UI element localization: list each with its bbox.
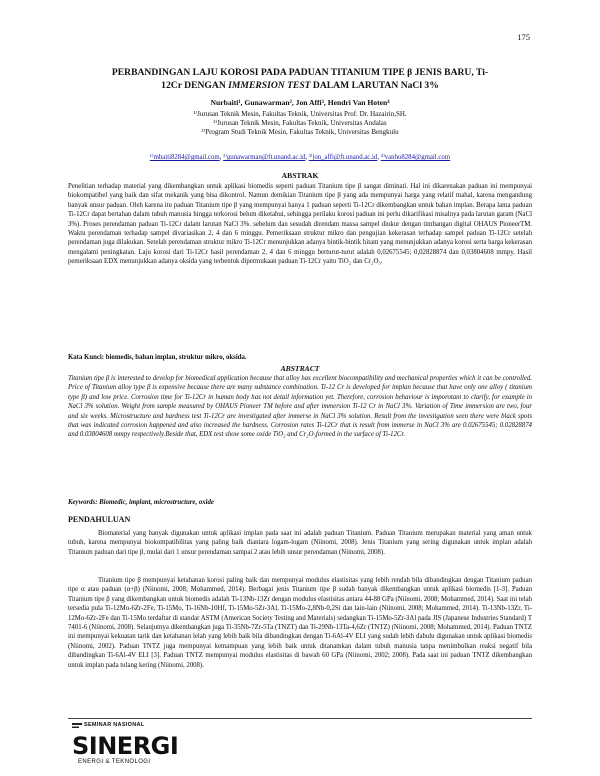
paragraph-2: Titanium tipe β mempunyai ketahanan korosi paling baik dan mempunyai modulus elastisitas yang lebih rendah bila dibandingkan dengan Titanium paduan tipe α atau paduan (α+β) (Niinomi, 2008; Mohammed, 2014). Berbagai jenis Titanium tipe β sudah banyak dikembangkan untuk aplikasi biomedis [1-3]. Paduan Titanium tipe β yang dikembangkan untuk biomedis adalah Ti-13Nb-13Zr dengan modulus elastisitas antara 44-88 GPa (Niinomi, 2008; Mohammed, 2014). Saat ini telah tersedia pula Ti-12Mo-6Zr-2Fe, Ti-15Mo, Ti-16Nb-10Hf, Ti-15Mo-5Zr-3Al, Ti-15Mo-2,8Nb-0,2Si dan lain-lain (Niinomi, 2008; Mohammed, 2014). Ti-13Nb-13Zr, Ti-12Mo-6Zr-2Fe dan Ti-15Mo terdaftar di standar ASTM (American Society Testing and Materials) sedangkan Ti-15Mo-5Zr-3Al pada JIS (Japanese Industries Standard) T 7401-6 (Niinomi, 2008). Selanjutnya dikembangkan juga Ti-35Nb-7Zr-5Ta (TNZT) dan Ti-29Nb-13Ta-4,6Zr (TNTZ) (Niinomi, 2008; Mohammed, 2014). Paduan TNTZ ini mempunyai kekuatan tarik dan ketahanan lelah yang lebih baik bila dibandingkan dengan Ti-6Al-4V ELI yang sudah lebih dahulu digunakan untuk aplikasi biomedis (Niinomi, 2002). Paduan TNTZ juga mempunyai kemampuan yang lebih baik untuk ditanamkan dalam tubuh manusia tanpa menimbulkan reaksi negatif bila dibandingkan Ti-6Al-4V ELI [3]. Paduan TNTZ mempunyai modulus elastisitas di bawah 60 GPa (Niinomi, 2002; 2008). Pada saat ini paduan TNTZ dikembangkan untuk implan pada tulang kering (Niinomi, 2008). [68,577,532,669]
title-line-2-italic: IMMERSION TEST [228,80,311,91]
footer-divider [68,718,532,719]
title-line-1: PERBANDINGAN LAJU KOROSI PADA PADUAN TITANIUM TIPE β JENIS BARU, Ti- [111,67,489,78]
abstract-body: Titanium tipe β is interested to develop for biomedical application because that alloy has excellent biocompatibility and mechanical properties which it can be controlled. Price of Titanium alloy type β is expensive because there are many substance combination. Ti-12 Cr is developed for implan because that have only one alloy ( titanium type β) and low price. Corrosion time for Ti-12Cr in human body has not detail information yet. Therefore, corrosion behaviour is imporotant to clarify, for example in NaCl 3% solution. Weight from sample measured by OHAUS Pioneer TM before and after immersion Ti-12 Cr in NaCl 3%. Variation of Time immersion are two, four and six weeks. Microstructure and hardness test Ti-12Cr are investigated after immerse in NaCl 3% solution. Result from the investigation seen there were black spots that was indicated corrosion happened and also increased the hardness. Corrosion rates Ti-12Cr that is result from immerse in NaCl 3% are 0.02675545; 0.02828874 and 0.03804608 mmpy respectively.Beside that, EDX test show some oxide TiO₂ and Cr₂O₃formed in the surface of Ti-12Cr. [68,375,532,439]
affiliation-1: ¹⁾Jurusan Teknik Mesin, Fakultas Teknik, Universitas Prof. Dr. Hazairin,SH. [193,110,407,118]
paper-title [70,66,530,92]
abstrak-heading: ABSTRAK [281,171,319,180]
email-link-4[interactable]: ⁴⁾vanho8284@gmail.com [380,154,451,161]
logo-top-text: SEMINAR NASIONAL [84,722,145,728]
abstrak-keywords-text: biomedis, bahan implan, struktur mikro, oksida. [104,354,247,361]
affiliation-3: ³⁾Program Studi Teknik Mesin, Fakultas Teknik, Universitas Bengkulu [201,128,399,137]
title-line-2 [70,79,530,92]
title-line-2-prefix: 12Cr DENGAN [161,80,229,91]
abstract-heading: ABSTRACT [280,364,320,373]
title-line-2-suffix: DALAM LARUTAN NaCl 3% [310,80,439,91]
abstrak-keywords [68,354,532,361]
affiliation-2: ²⁾Jurusan Teknik Mesin, Fakultas Teknik, Universitas Andalas [213,119,387,128]
email-list: ¹⁾mbaiti8284@gmail.com, ²⁾gunawarman@ft.unand.ac.id, ³⁾jon_affi@ft.unand.ac.id, ⁴⁾vanho8284@gmail.com [149,154,451,161]
seminar-logo [70,722,200,768]
abstrak-keywords-label: Kata Kunci: [68,354,105,361]
logo-brand-text: SINERGI [72,732,179,760]
affiliations [70,110,530,138]
abstract-keywords: Keywords: Biomedic, implant, microstructure, oxide [68,499,214,506]
abstrak-body: Penelitian terhadap material yang dikembangkan untuk aplikasi biomedis seperti paduan Titanium tipe β sangat diminati. Hal ini dikarenakan paduan ini mempunyai biokompatibel yang baik dan sifat mekanik yang bisa dikontrol. Namun demikian Titanium tipe β yang ada mempunyai harga yang relatif mahal, karena mengandung banyak unsur paduan. Oleh karena itu paduan Titanium tipe β yang mempunyai hanya 1 paduan seperti Ti-12Cr dikembangkan untuk bahan implan. Berapa lama paduan Ti-12Cr dapat bertahan dalam tubuh manusia hingga terkorosi belum diketahui, sehingga perilaku korosi paduan ini perlu dikarifikasi misalnya pada larutan garam (NaCl 3%). Proses perendaman paduan Ti-12Cr dalam larutan NaCl 3%. sebelum dan sesudah direndam massa sampel diukur dengan timbangan digital OHAUS PioneerTM. Waktu perendaman terhadap sampel divariasikan 2, 4 dan 6 minggu. Pemeriksaan struktur mikro dan pengujian kekerasan terhadap sampel paduan Ti-12Cr setelah perendaman juga dilakukan. Setelah perendaman struktur mikro Ti-12Cr menunjukkan adanya bintik-bintik hitam yang menunjukkan adanya korosi serta harga kekerasan mengalami peningkatan. Laju korosi dari Ti-12Cr hasil perendaman 2, 4 dan 6 minggu berturut-turut adalah 0,02675545; 0,02828874 dan 0,03804608 mmpy. Hasil pemeriksaan EDX menunjukkan adanya oksida yang terbentuk dipermukaan paduan Ti-12Cr yaitu TiO₂ dan Cr₂O₃. [68,183,532,266]
author-list: Nurbaiti¹, Gunawarman², Jon Affi³, Hendri Van Hoten⁴ [210,98,390,107]
section-heading: PENDAHULUAN [68,515,131,524]
email-link-3[interactable]: ³⁾jon_affi@ft.unand.ac.id [308,154,378,161]
logo-mark-icon [72,723,82,729]
email-link-1[interactable]: ¹⁾mbaiti8284@gmail.com [149,154,220,161]
page-number: 175 [517,32,530,42]
logo-bottom-text: ENERGI & TEKNOLOGI [78,759,151,765]
email-link-2[interactable]: ²⁾gunawarman@ft.unand.ac.id [223,154,306,161]
paragraph-1: Biomaterial yang banyak digunakan untuk aplikasi implan pada saat ini adalah paduan Titanium. Paduan Titanium merupakan material yang aman untuk tubuh, karena mempunyai biokompatibilitas yang paling baik diantara logam-logam (Niinomi, 2008). Jenis Titanium yang sering digunakan untuk implan adalah Titanium paduan dari tipe β, mulai dari 1 unsur perendaman sampai 2 atau lebih unsur perendaman (Niinomi, 2008). [68,530,532,556]
